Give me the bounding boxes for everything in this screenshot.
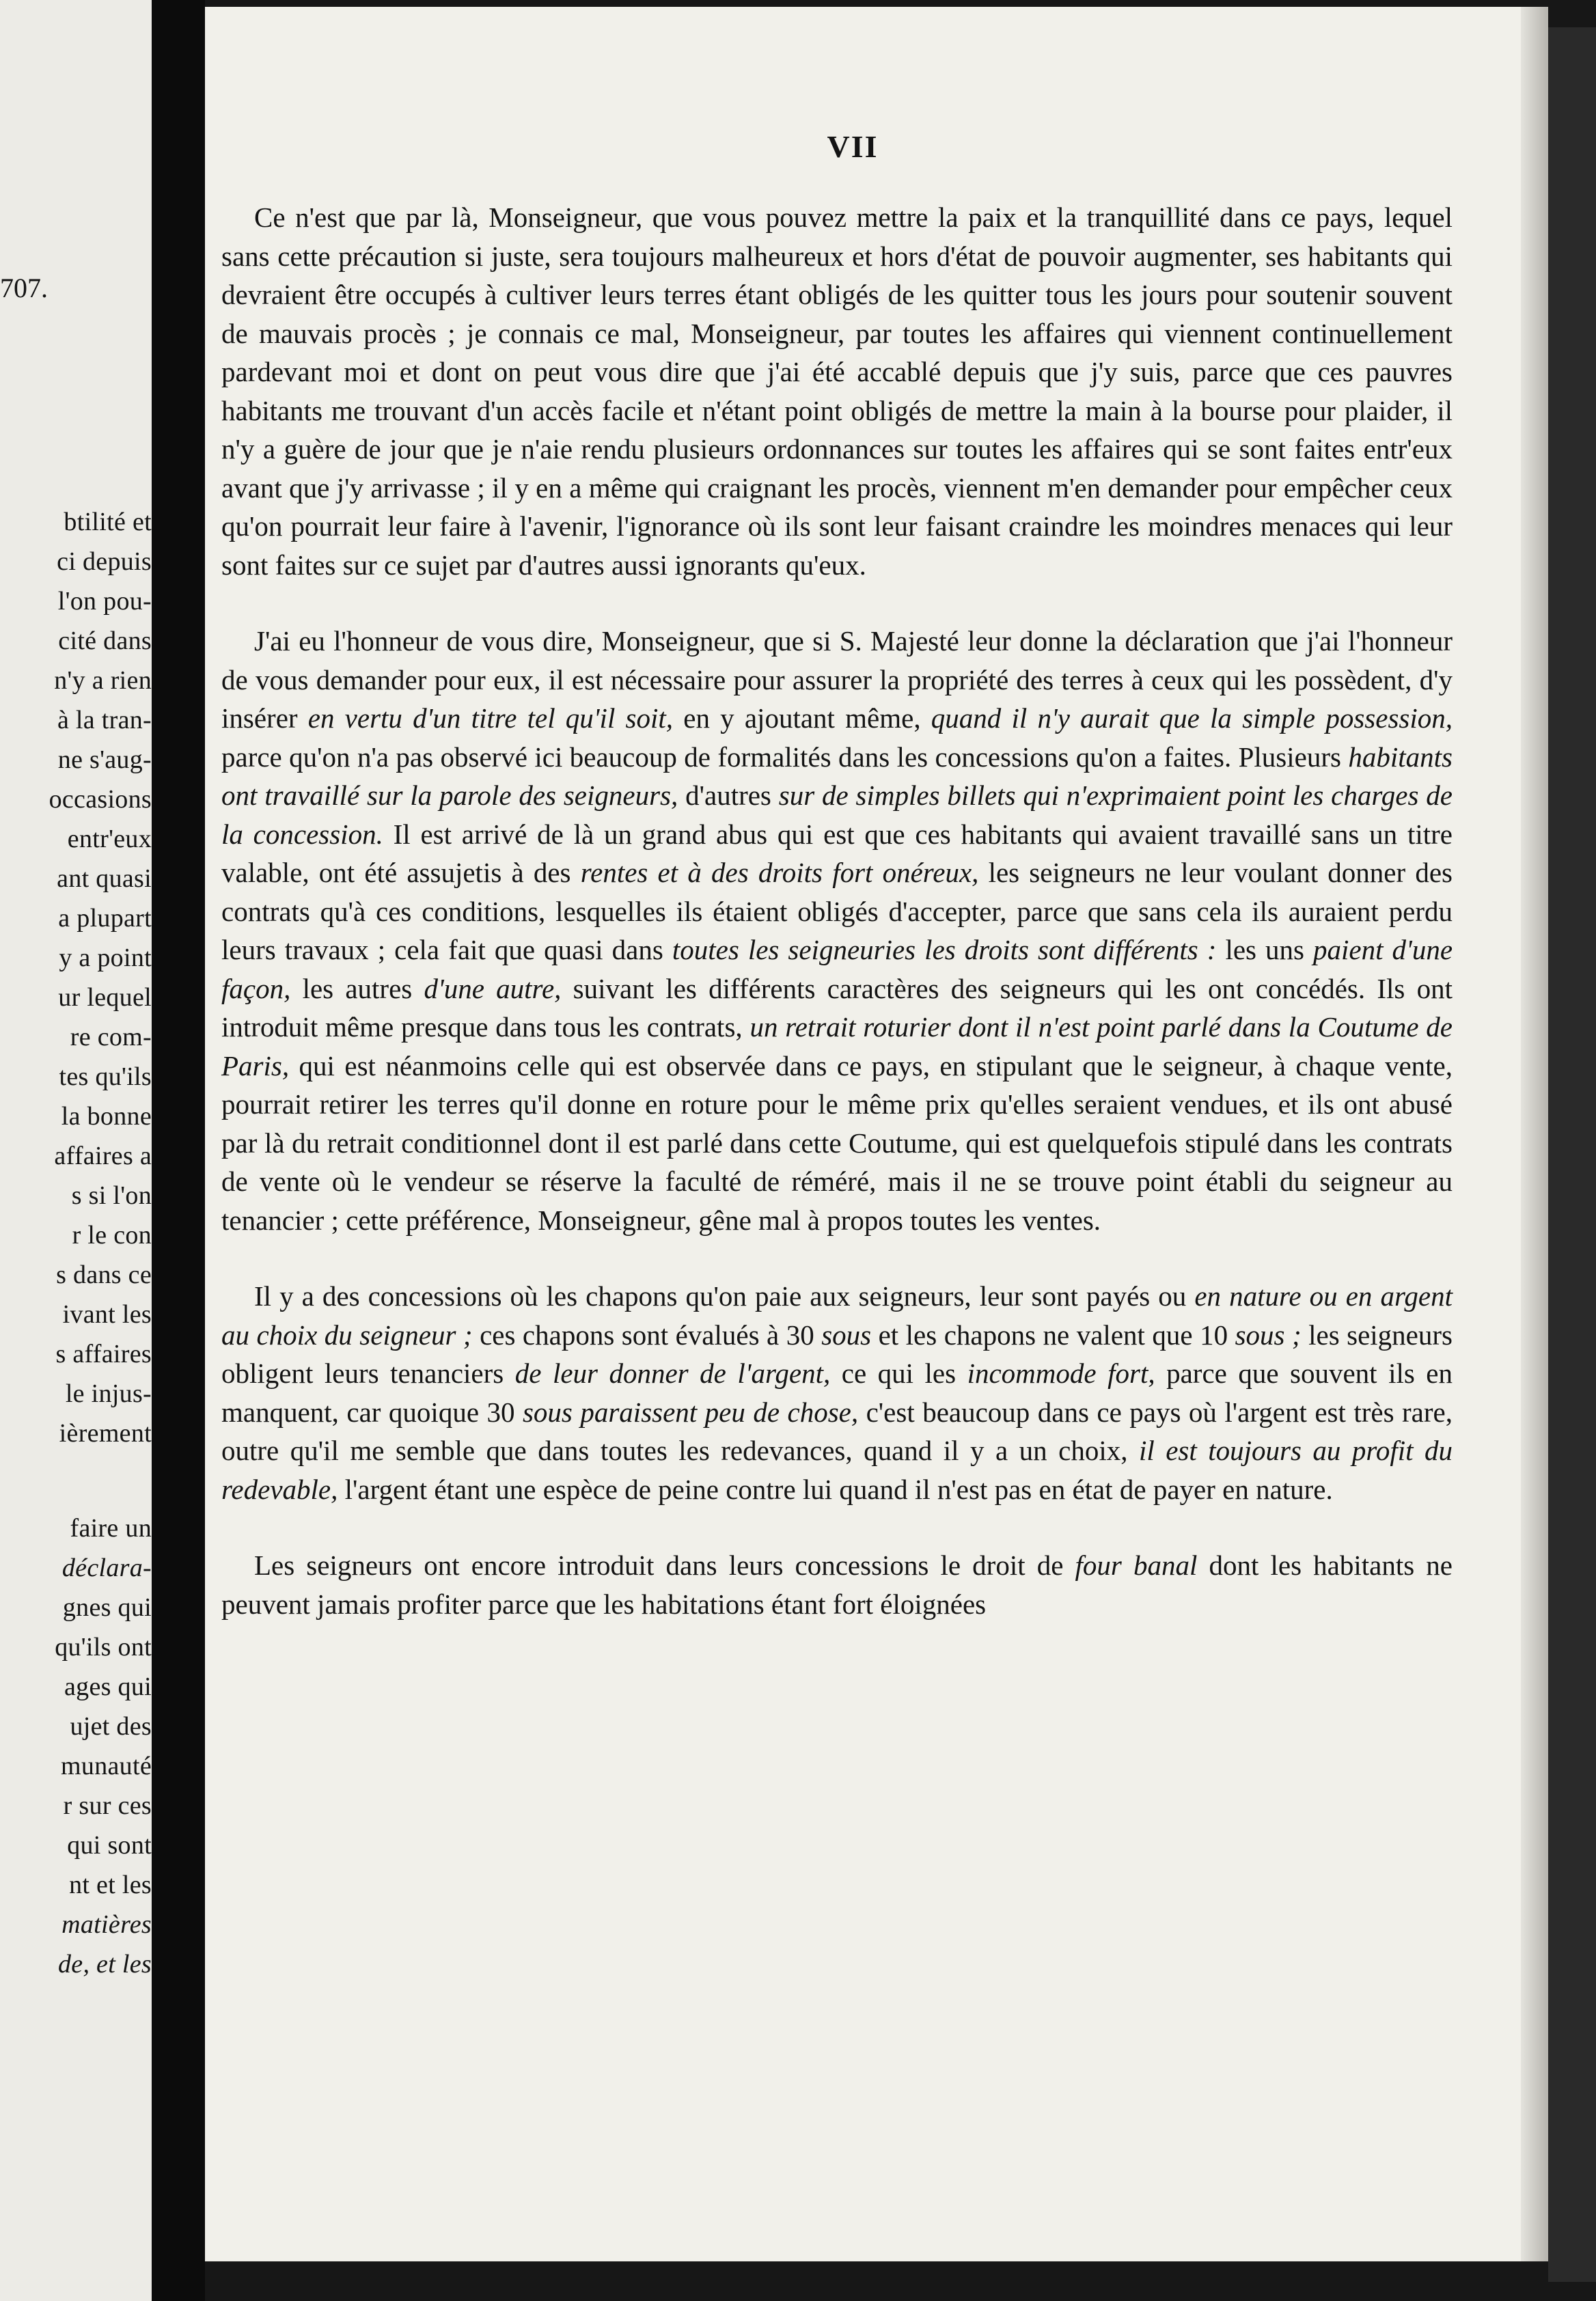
italic-phrase: sur de simples billets qui n'exprimaient point les charges de la concession. [221, 780, 1453, 850]
left-page-line: s si l'on [71, 1181, 152, 1210]
left-page-line: ur lequel [58, 983, 152, 1012]
left-page-line: ièrement [59, 1419, 152, 1448]
text-run: ces chapons sont évalués à 30 [472, 1319, 822, 1351]
left-page-line: cité dans [58, 626, 152, 655]
left-page-line: ne s'aug- [57, 745, 152, 774]
paragraph [221, 1277, 1453, 1508]
italic-phrase: paient d'une façon, [221, 934, 1453, 1004]
text-run: les seigneurs obligent leurs tenanciers [221, 1319, 1453, 1389]
text-run: les uns [1216, 934, 1314, 965]
left-page-line: ujet des [70, 1712, 152, 1741]
left-page-line: s dans ce [56, 1260, 152, 1289]
left-page-line: r sur ces [63, 1791, 152, 1820]
left-page-line: déclara- [61, 1554, 152, 1582]
italic-phrase: habitants ont travaillé sur la parole des seigneurs, [221, 741, 1453, 811]
italic-phrase: un retrait roturier dont il n'est point parlé dans la Coutume de Paris, [221, 1011, 1453, 1081]
left-page-line: entr'eux [67, 825, 152, 853]
italic-phrase: incommode fort, [967, 1358, 1155, 1389]
left-page-text-block-2 [55, 1508, 152, 1984]
italic-phrase: toutes les seigneuries les droits sont différents : [672, 934, 1217, 965]
italic-phrase: en nature ou en argent au choix du seigneur ; [221, 1280, 1453, 1351]
text-run: J'ai eu l'honneur de vous dire, Monseigneur, que si S. Majesté leur donne la déclaration que j'ai l'honneur de vous demander pour eux, il est nécessaire pour assurer la propriété des terres à ceux qui les possèdent, d'y insérer [221, 625, 1453, 734]
left-page-line: gnes qui [62, 1593, 152, 1622]
italic-phrase: il est toujours au profit du redevable, [221, 1435, 1453, 1505]
left-page-line: qui sont [67, 1831, 152, 1860]
paragraph [221, 622, 1453, 1239]
italic-phrase: de leur donner de l'argent, [514, 1358, 831, 1389]
italic-phrase: four banal [1075, 1549, 1198, 1581]
left-page-line: re com- [70, 1023, 152, 1051]
italic-phrase: sous ; [1235, 1319, 1302, 1351]
text-run: dont les habitants ne peuvent jamais profiter parce que les habitations étant fort éloignées [221, 1549, 1453, 1620]
text-run: d'autres [678, 780, 779, 811]
left-page-line: munauté [61, 1752, 152, 1780]
text-run: c'est beaucoup dans ce pays où l'argent est très rare, outre qu'il me semble que dans toutes les redevances, quand il y a un choix, [221, 1396, 1453, 1466]
book-right-edge [1548, 27, 1596, 2282]
text-run: parce que souvent ils en manquent, car quoique 30 [221, 1358, 1453, 1428]
previous-page-fragment [0, 0, 152, 2301]
text-run: les seigneurs ne leur voulant donner des contrats qu'à ces conditions, lesquelles ils étaient obligés d'accepter, parce que sans cela ils auraient perdu leurs travaux ; cela fait que quasi dans [221, 857, 1453, 965]
left-page-line: ant quasi [57, 864, 152, 893]
left-page-text-block-1 [49, 502, 152, 1453]
text-run: Les seigneurs ont encore introduit dans leurs concessions le droit de [254, 1549, 1075, 1581]
page-body-text [221, 198, 1453, 1623]
left-page-line: tes qu'ils [59, 1062, 152, 1091]
left-page-line: qu'ils ont [55, 1633, 152, 1662]
left-page-line: faire un [70, 1514, 152, 1543]
left-page-line: r le con [72, 1221, 152, 1250]
text-run: Il est arrivé de là un grand abus qui est que ces habitants qui avaient travaillé sans un titre valable, ont été assujetis à des [221, 818, 1453, 888]
text-run: les autres [290, 972, 424, 1004]
italic-phrase: sous paraissent peu de chose, [522, 1396, 859, 1428]
left-page-line: à la tran- [57, 706, 152, 734]
italic-phrase: en vertu d'un titre tel qu'il soit, [307, 702, 674, 734]
italic-phrase: sous [821, 1319, 872, 1351]
italic-phrase: rentes et à des droits fort onéreux, [580, 857, 979, 888]
left-page-line: matières [61, 1910, 152, 1939]
text-run: ce qui les [830, 1358, 967, 1389]
left-page-line: ivant les [62, 1300, 152, 1329]
text-run: l'argent étant une espèce de peine contre lui quand il n'est pas en état de payer en nature. [338, 1473, 1333, 1505]
text-run: en y ajoutant même, [673, 702, 931, 734]
italic-phrase: quand il n'y aurait que la simple possession, [931, 702, 1453, 734]
left-page-line: y a point [59, 943, 152, 972]
text-run: suivant les différents caractères des seigneurs qui les ont concédés. Ils ont introduit même presque dans tous les contrats, [221, 972, 1453, 1043]
left-page-line: ci depuis [57, 547, 152, 576]
left-page-line: n'y a rien [54, 666, 152, 695]
page-number: VII [827, 129, 879, 164]
text-run: Il y a des concessions où les chapons qu'on paie aux seigneurs, leur sont payés ou [254, 1280, 1195, 1312]
left-page-line: l'on pou- [57, 587, 152, 616]
book-gutter [152, 0, 205, 2301]
book-page [205, 7, 1548, 2261]
left-page-line: ages qui [64, 1672, 152, 1701]
page-edge-shadow [1521, 7, 1548, 2261]
paragraph [221, 198, 1453, 584]
left-page-line: s affaires [55, 1340, 152, 1368]
left-page-line: de, et les [57, 1950, 152, 1979]
text-run: Ce n'est que par là, Monseigneur, que vous pouvez mettre la paix et la tranquillité dans ce pays, lequel sans cette précaution si juste, sera toujours malheureux et hors d'état de pouvoir augmenter, ses habitants qui devraient être occupés à cultiver leurs terres étant obligés de les quitter tous les jours pour soutenir souvent de mauvais procès ; je connais ce mal, Monseigneur, par toutes les affaires qui viennent continuellement pardevant moi et dont on peut vous dire que j'ai été accablé depuis que j'y suis, parce que ces pauvres habitants me trouvant d'un accès facile et n'étant point obligés de mettre la main à la bourse pour plaider, il n'y a guère de jour que je n'aie rendu plusieurs ordonnances sur toutes les affaires qui se sont faites entr'eux avant que j'y arrivasse ; il y en a même qui craignant les procès, viennent m'en demander pour empêcher ceux qu'on pourrait leur faire à l'avenir, l'ignorance où ils sont leur faisant craindre les moindres menaces qui leur sont faites sur ce sujet par d'autres aussi ignorants qu'eux. [221, 202, 1453, 581]
left-page-line: occasions [49, 785, 152, 814]
text-run: parce qu'on n'a pas observé ici beaucoup de formalités dans les concessions qu'on a faites. Plusieurs [221, 741, 1349, 773]
paragraph [221, 1546, 1453, 1623]
italic-phrase: d'une autre, [424, 972, 562, 1004]
text-run: qui est néanmoins celle qui est observée dans ce pays, en stipulant que le seigneur, à chaque vente, pourrait retirer les terres qu'il donne en roture pour le même prix qu'elles seraient vendues, et ils ont abusé par là du retrait conditionnel dont il est parlé dans cette Coutume, qui est quelquefois stipulé dans les contrats de vente où le vendeur se réserve la faculté de réméré, mais il ne se trouve point établi du seigneur au tenancier ; cette préférence, Monseigneur, gêne mal à propos toutes les ventes. [221, 1049, 1453, 1236]
left-page-line: le injus- [65, 1379, 152, 1408]
left-page-line: a plupart [58, 904, 152, 933]
left-page-reference-number: 707. [0, 273, 48, 303]
left-page-line: nt et les [69, 1871, 152, 1899]
text-run: et les chapons ne valent que 10 [871, 1319, 1235, 1351]
left-page-line: btilité et [64, 508, 152, 536]
left-page-line: la bonne [61, 1102, 152, 1131]
left-page-line: affaires a [54, 1142, 152, 1170]
